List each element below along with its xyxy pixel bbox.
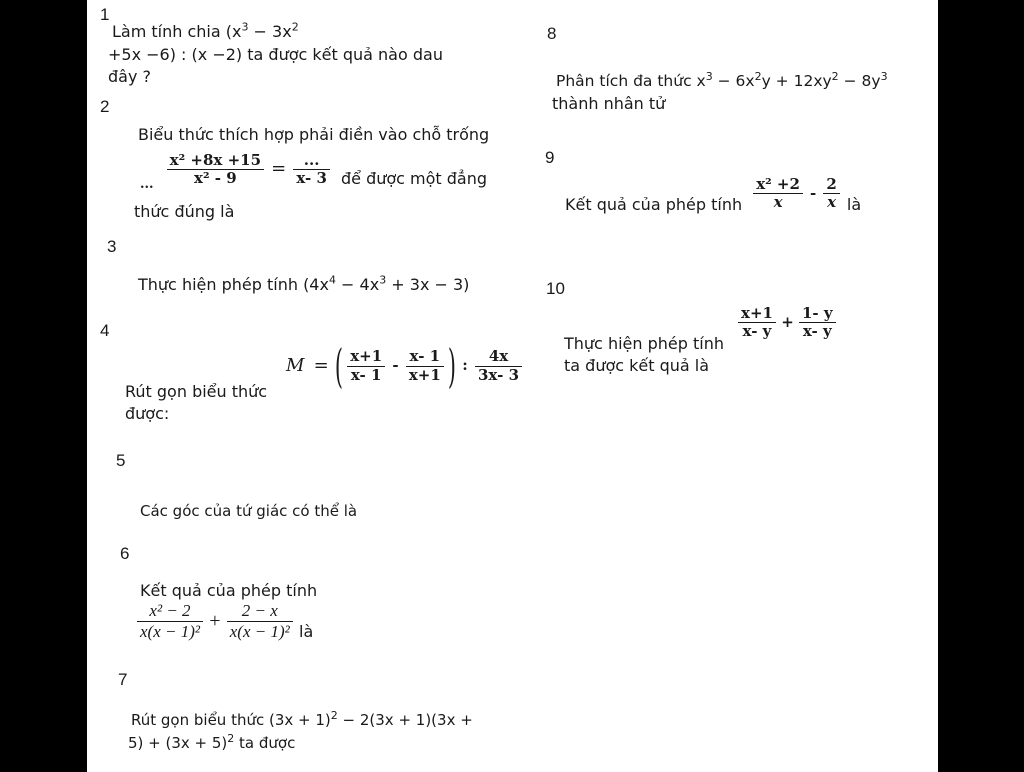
q4-fraction-3: $\frac{4x}{3x- 3}$ (475, 348, 522, 384)
question-number-6: 6 (120, 544, 130, 563)
q2-line1: Biểu thức thích hợp phải điền vào chỗ trống (138, 125, 490, 144)
q1-line3: đây ? (108, 67, 152, 86)
q9-fraction-2: $\frac{2}{x}$ (823, 176, 839, 212)
q7-line1: Rút gọn biểu thức $(3x + 1)^2 - 2(3x + 1)(3x$ + (131, 709, 473, 729)
q4-minus: - (392, 356, 399, 375)
q4-colon: : (462, 356, 468, 375)
question-number-7: 7 (118, 670, 128, 689)
q4-fraction-1: $\frac{x+1}{x- 1}$ (347, 348, 385, 384)
q6-fraction-1: $\frac{\text{x² − 2}}{\text{x(x − 1)²}}$ (137, 601, 203, 641)
q10-line1: Thực hiện phép tính (564, 334, 724, 353)
q2-line3: thức đúng là (134, 202, 235, 221)
q6-plus: + (209, 609, 221, 632)
question-number-2: 2 (100, 97, 110, 116)
q10-fraction-2: $\frac{1- y}{x- y}$ (799, 305, 836, 341)
q9-label: Kết quả của phép tính (565, 195, 743, 215)
q9-tail: là (846, 195, 862, 215)
q4-line1: Rút gọn biểu thức (125, 382, 268, 401)
q7-line2: $5) + (3x + 5)^2$ ta được (128, 732, 296, 752)
q2-equals: = (271, 158, 287, 180)
q10-plus: + (781, 313, 794, 332)
q6-line1: Kết quả của phép tính (140, 581, 318, 600)
q4-equals: = (313, 354, 329, 376)
question-number-1: 1 (100, 5, 110, 24)
q8-line2: thành nhân tử (552, 94, 666, 113)
question-number-9: 9 (545, 148, 555, 167)
q1-line1: Làm tính chia ($x^3 - 3x^2$ (112, 20, 299, 41)
q4-formula: M = ( $\frac{x+1}{x- 1}$ - $\frac{x- 1}{x+1}$ ) : $\frac{4x}{3x- 3}$ (284, 343, 522, 389)
q6-formula (137, 601, 315, 641)
q2-frac1-numerator: x² +8x +15 (167, 152, 264, 170)
q2-dots: ... (140, 177, 154, 193)
q2-frac2-denominator: x- 3 (296, 169, 327, 188)
q10-line2: ta được kết quả là (564, 356, 710, 375)
q9-formula (563, 176, 863, 215)
q4-fraction-2: $\frac{x- 1}{x+1}$ (406, 348, 444, 384)
q2-frac1-denominator: x² - 9 (194, 169, 237, 188)
q3-text: Thực hiện phép tính $(4x^4 - 4x^3 + 3x - 3)$ (138, 273, 470, 294)
q10-fraction-1: $\frac{x+1}{x- y}$ (738, 305, 776, 341)
question-number-10: 10 (546, 279, 565, 298)
q9-minus: - (810, 184, 817, 203)
q9-fraction-1: $\frac{\text{x² +2}}{x}$ (753, 176, 803, 212)
q6-tail: là (299, 621, 314, 641)
q2-frac2-numerator: ... (293, 152, 330, 170)
q2-formula (138, 152, 489, 193)
q2-fraction-2 (293, 152, 330, 188)
question-number-3: 3 (107, 237, 117, 256)
question-number-4: 4 (100, 321, 110, 340)
q5-text: Các góc của tứ giác có thể là (140, 502, 358, 520)
q4-m: M (286, 354, 305, 376)
q10-formula (738, 305, 836, 341)
question-number-8: 8 (547, 24, 557, 43)
question-number-5: 5 (116, 451, 126, 470)
q1-line2: +5x −6) : (x −2) ta được kết quả nào dau (108, 45, 443, 64)
q2-tail: để được một đẳng (340, 169, 488, 189)
q6-fraction-2: $\frac{2 - x}{\text{x(x − 1)²}}$ (227, 601, 293, 641)
q2-fraction-1 (167, 152, 264, 188)
q8-line1: Phân tích đa thức $x^3 - 6x^2y + 12xy^2 - 8y^3$ (556, 69, 888, 90)
q4-line2: được: (125, 404, 170, 423)
